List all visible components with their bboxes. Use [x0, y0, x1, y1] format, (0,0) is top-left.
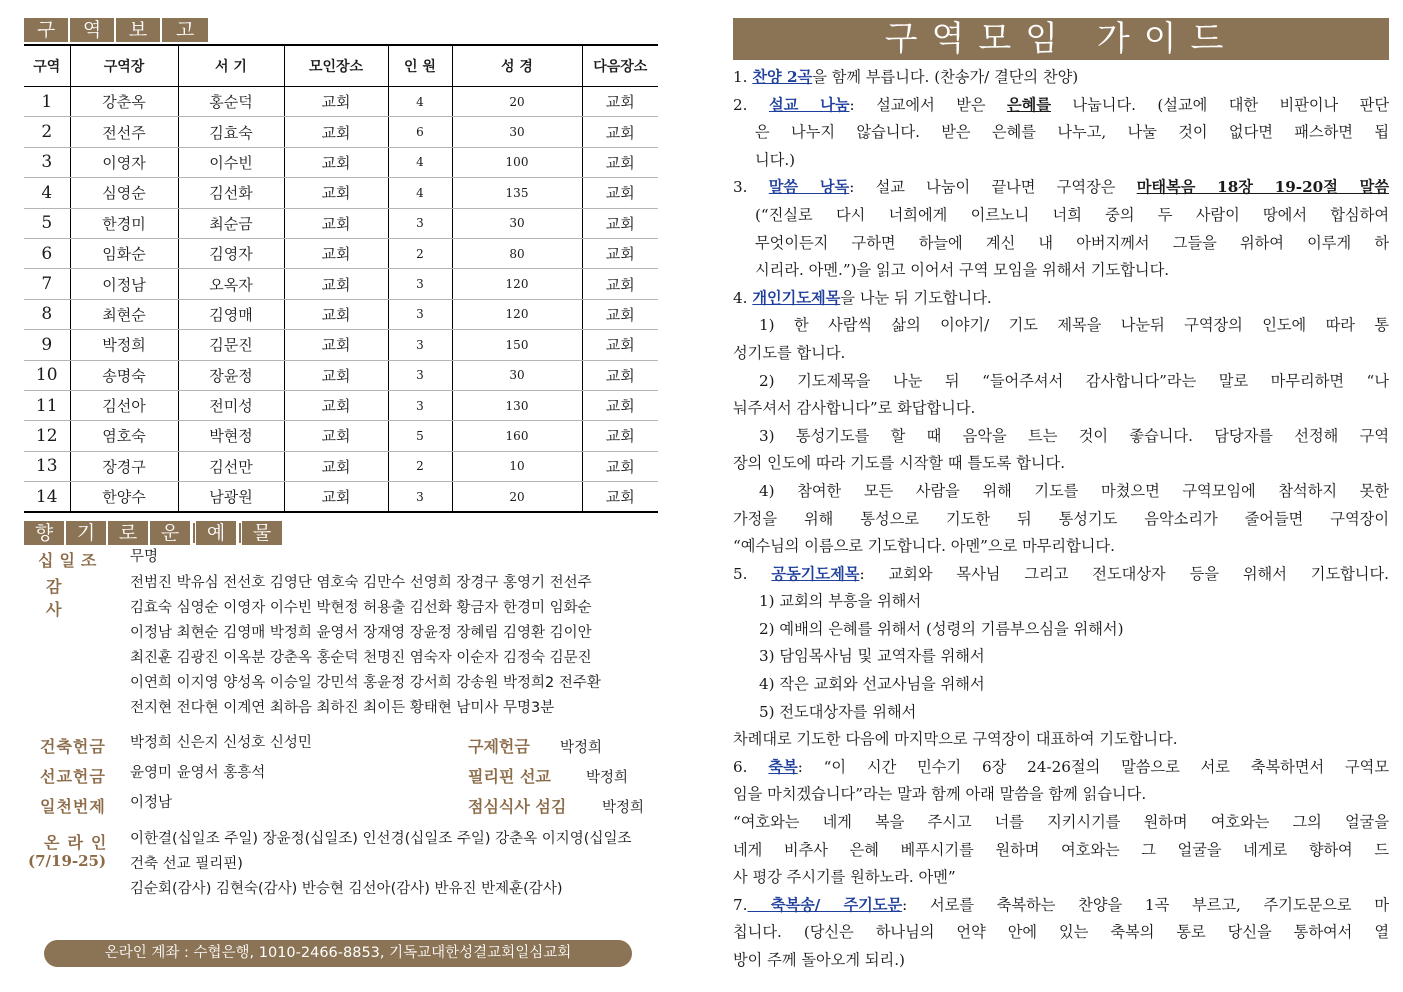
cell-attendance: 6	[388, 117, 452, 147]
cell-leader: 송명숙	[70, 360, 178, 390]
banner-char: 로	[108, 521, 148, 545]
cell-attendance: 3	[388, 299, 452, 329]
cell-secretary: 김문진	[178, 330, 284, 360]
cell-bible: 120	[452, 269, 582, 299]
item-text: 4) 참여한 모든 사람을 위해 기도를 마쳤으면 구역모임에 참석하지 못한	[759, 481, 1389, 500]
cell-attendance: 3	[388, 208, 452, 238]
item-text: “예수님의 이름으로 기도합니다. 아멘”으로 마무리합니다.	[733, 537, 1115, 556]
thanks-names	[130, 571, 601, 721]
cell-leader: 염호숙	[70, 421, 178, 451]
cell-next-place: 교회	[582, 238, 658, 268]
thanks-line: 전지현 전다현 이계연 최하음 최하진 최이든 황태현 남미사 무명3분	[130, 700, 555, 716]
cell-next-place: 교회	[582, 390, 658, 420]
keyword-blessing: 축복	[768, 757, 798, 776]
cell-district: 2	[24, 117, 70, 147]
guide-body	[733, 64, 1389, 975]
cell-bible: 20	[452, 87, 582, 117]
item-text: 차례대로 기도한 다음에 마지막으로 구역장이 대표하여 기도합니다.	[733, 730, 1178, 749]
banner-char: 보	[116, 18, 160, 42]
cell-bible: 30	[452, 117, 582, 147]
item-number: 2.	[733, 95, 769, 114]
item-text: 무엇이든지 구하면 하늘에 계신 내 아버지께서 그들을 위하여 이루게 하	[755, 233, 1389, 252]
item-text: : 교회와 목사님 그리고 전도대상자 등을 위해서 기도합니다.	[859, 564, 1389, 583]
cell-next-place: 교회	[582, 178, 658, 208]
cell-bible: 100	[452, 147, 582, 177]
item-text: : “이 시간 민수기 6장 24-26절의 말씀으로 서로 축복하면서 구역모	[797, 757, 1389, 776]
banner-char: 고	[162, 18, 208, 42]
banner-char: 운	[150, 521, 190, 545]
item-text: 사 평강 주시기를 원하노라. 아멘”	[733, 868, 956, 887]
cell-bible: 135	[452, 178, 582, 208]
cell-place: 교회	[284, 87, 388, 117]
item-text: 1) 한 사람씩 삶의 이야기/ 기도 제목을 나눈뒤 구역장의 인도에 따라 통	[759, 316, 1389, 335]
thanks-line: 이연희 이지영 양성옥 이승일 강민석 홍윤정 강서희 강송원 박정희2 전주환	[130, 675, 601, 691]
banner-char: 물	[242, 521, 282, 545]
table-row	[24, 269, 658, 299]
item-text: 4) 작은 교회와 선교사님을 위해서	[759, 675, 985, 694]
emphasis-text: 은혜를	[1006, 95, 1051, 114]
cell-secretary: 최순금	[178, 208, 284, 238]
item-text: 3) 담임목사님 및 교역자를 위해서	[759, 647, 985, 666]
banner-char: 예	[196, 521, 236, 545]
table-row	[24, 482, 658, 513]
cell-next-place: 교회	[582, 299, 658, 329]
cell-bible: 30	[452, 360, 582, 390]
cell-attendance: 3	[388, 360, 452, 390]
guide-title: 구역모임 가이드	[733, 18, 1389, 60]
cell-place: 교회	[284, 330, 388, 360]
cell-district: 1	[24, 87, 70, 117]
district-report-table	[24, 44, 658, 513]
cell-leader: 임화순	[70, 238, 178, 268]
item-text: 은 나누지 않습니다. 받은 은혜를 나누고, 나눌 것이 없다면 패스하면 됩	[755, 123, 1389, 142]
cell-bible: 10	[452, 451, 582, 481]
cell-leader: 전선주	[70, 117, 178, 147]
banner-separator	[238, 521, 242, 545]
table-row	[24, 208, 658, 238]
cell-secretary: 오옥자	[178, 269, 284, 299]
cell-place: 교회	[284, 117, 388, 147]
item-number: 1.	[733, 68, 753, 86]
thanks-line: 전범진 박유심 전선호 김영단 염호숙 김만수 선영희 장경구 홍영기 전선주	[130, 575, 592, 591]
cell-secretary: 전미성	[178, 390, 284, 420]
ilcheon-names: 이정남	[130, 795, 173, 811]
guide-item-3	[733, 174, 1389, 202]
cell-district: 12	[24, 421, 70, 451]
item-text: 나눕니다. (설교에 대한 비판이나 판단	[1051, 95, 1389, 114]
header-secretary: 서 기	[178, 45, 284, 87]
header-district: 구역	[24, 45, 70, 87]
ilcheon-label: 일천번제	[40, 797, 106, 816]
left-page	[24, 18, 684, 897]
keyword-personal-prayer: 개인기도제목	[752, 288, 841, 307]
cell-district: 14	[24, 482, 70, 513]
cell-leader: 한양수	[70, 482, 178, 513]
cell-secretary: 김선만	[178, 451, 284, 481]
cell-next-place: 교회	[582, 208, 658, 238]
philippines-names: 박정희	[586, 770, 629, 786]
cell-leader: 심영순	[70, 178, 178, 208]
cell-leader: 장경구	[70, 451, 178, 481]
banner-char: 향	[24, 521, 64, 545]
table-row	[24, 451, 658, 481]
cell-attendance: 4	[388, 87, 452, 117]
online-line: 건축 선교 필리핀)	[130, 856, 243, 872]
online-label: 온라인	[44, 833, 115, 852]
cell-place: 교회	[284, 269, 388, 299]
cell-leader: 이영자	[70, 147, 178, 177]
cell-secretary: 김영자	[178, 238, 284, 268]
online-dates: (7/19-25)	[28, 852, 107, 870]
cell-attendance: 3	[388, 390, 452, 420]
cell-place: 교회	[284, 147, 388, 177]
cell-bible: 150	[452, 330, 582, 360]
banner-char: 구	[24, 18, 68, 42]
item-text: 을 함께 부릅니다. (찬송가/ 결단의 찬양)	[812, 68, 1079, 86]
cell-bible: 120	[452, 299, 582, 329]
cell-next-place: 교회	[582, 421, 658, 451]
item-text: 시리라. 아멘.”)을 읽고 이어서 구역 모임을 위해서 기도합니다.	[755, 261, 1170, 280]
online-line: 김순회(감사) 김현숙(감사) 반승현 김선아(감사) 반유진 반제훈(감사)	[130, 881, 563, 897]
item-text: “여호와는 네게 복을 주시고 너를 지키시기를 원하며 여호와는 그의 얼굴을	[733, 813, 1389, 832]
online-account-banner: 온라인 계좌 : 수협은행, 1010-2466-8853, 기독교대한성결교회일심교회	[44, 940, 632, 967]
cell-next-place: 교회	[582, 360, 658, 390]
cell-leader: 김선아	[70, 390, 178, 420]
table-row	[24, 178, 658, 208]
keyword-scripture-reading: 말씀 낭독	[768, 178, 850, 197]
cell-district: 11	[24, 390, 70, 420]
cell-secretary: 홍순덕	[178, 87, 284, 117]
philippines-label: 필리핀 선교	[468, 767, 551, 786]
thanks-line: 김효숙 심영순 이영자 이수빈 박현정 허용출 김선화 황금자 한경미 임화순	[130, 600, 592, 616]
cell-secretary: 이수빈	[178, 147, 284, 177]
cell-bible: 20	[452, 482, 582, 513]
cell-place: 교회	[284, 238, 388, 268]
cell-place: 교회	[284, 451, 388, 481]
table-row	[24, 421, 658, 451]
cell-leader: 한경미	[70, 208, 178, 238]
item-text: 니다.)	[755, 150, 796, 169]
building-names: 박정희 신은지 신성호 신성민	[130, 735, 312, 751]
lunch-names: 박정희	[602, 800, 645, 816]
item-text: 3) 통성기도를 할 때 음악을 트는 것이 좋습니다. 담당자를 선정해 구역	[759, 426, 1389, 445]
item-text: 눠주셔서 감사합니다”로 화답합니다.	[733, 399, 976, 418]
tithe-names: 무명	[130, 549, 159, 565]
table-row	[24, 117, 658, 147]
table-row	[24, 87, 658, 117]
thanks-line: 이정남 최현순 김영매 박정희 윤영서 장재영 장윤정 장혜림 김영환 김이안	[130, 625, 592, 641]
keyword-sermon-sharing: 설교 나눔	[768, 95, 850, 114]
keyword-praise: 찬양 2곡	[752, 68, 813, 86]
cell-district: 8	[24, 299, 70, 329]
right-page	[733, 18, 1389, 969]
emphasis-text: 마태복음 18장 19-20절 말씀	[1136, 178, 1389, 197]
thanks-label: 감사	[46, 577, 100, 619]
cell-next-place: 교회	[582, 451, 658, 481]
header-next-place: 다음장소	[582, 45, 658, 87]
relief-names: 박정희	[560, 740, 603, 756]
guide-item-7	[733, 892, 1389, 920]
cell-place: 교회	[284, 390, 388, 420]
cell-place: 교회	[284, 208, 388, 238]
table-row	[24, 390, 658, 420]
cell-place: 교회	[284, 178, 388, 208]
cell-bible: 30	[452, 208, 582, 238]
cell-attendance: 4	[388, 178, 452, 208]
header-attendance: 인 원	[388, 45, 452, 87]
item-number: 5.	[733, 564, 772, 583]
banner-char: 역	[70, 18, 114, 42]
guide-item-5	[733, 561, 1389, 589]
cell-next-place: 교회	[582, 482, 658, 513]
cell-district: 9	[24, 330, 70, 360]
table-row	[24, 330, 658, 360]
cell-secretary: 장윤정	[178, 360, 284, 390]
item-text: 칩니다. (당신은 하나님의 언약 안에 있는 축복의 통로 당신을 통하여서 열	[733, 923, 1389, 942]
item-text: : 서로를 축복하는 찬양을 1곡 부르고, 주기도문으로 마	[902, 895, 1389, 914]
banner-char: 기	[66, 521, 106, 545]
item-text: 5) 전도대상자를 위해서	[759, 702, 917, 721]
guide-item-6	[733, 754, 1389, 782]
relief-label: 구제헌금	[468, 737, 530, 756]
cell-secretary: 김효숙	[178, 117, 284, 147]
guide-item-4	[733, 285, 1389, 313]
keyword-blessing-song: 축복송/ 주기도문	[747, 895, 903, 914]
item-text: 장의 인도에 따라 기도를 시작할 때 틀도록 합니다.	[733, 454, 1066, 473]
cell-attendance: 2	[388, 451, 452, 481]
header-leader: 구역장	[70, 45, 178, 87]
guide-item-2	[733, 92, 1389, 120]
cell-next-place: 교회	[582, 87, 658, 117]
mission-label: 선교헌금	[40, 767, 106, 786]
item-number: 3.	[733, 178, 769, 197]
mission-names: 윤영미 윤영서 홍흥석	[130, 765, 266, 781]
online-line: 이한결(십일조 주일) 장윤정(십일조) 인선경(십일조 주일) 강춘옥 이지영(십일조	[130, 831, 632, 847]
cell-bible: 160	[452, 421, 582, 451]
header-place: 모인장소	[284, 45, 388, 87]
item-text: 을 나눈 뒤 기도합니다.	[840, 288, 992, 307]
cell-next-place: 교회	[582, 147, 658, 177]
item-text: 방이 주께 돌아오게 되리.)	[733, 951, 905, 969]
tithe-label: 십일조	[38, 551, 103, 570]
cell-district: 4	[24, 178, 70, 208]
online-names	[130, 827, 631, 902]
cell-place: 교회	[284, 482, 388, 513]
cell-district: 13	[24, 451, 70, 481]
cell-district: 3	[24, 147, 70, 177]
cell-attendance: 3	[388, 482, 452, 513]
cell-district: 10	[24, 360, 70, 390]
lunch-label: 점심식사 섬김	[468, 797, 567, 816]
cell-secretary: 김영매	[178, 299, 284, 329]
cell-next-place: 교회	[582, 269, 658, 299]
item-text: 2) 예배의 은혜를 위해서 (성령의 기름부으심을 위해서)	[759, 619, 1124, 638]
cell-attendance: 3	[388, 330, 452, 360]
item-text: 네게 비추사 은혜 베푸시기를 원하며 여호와는 그 얼굴을 네게로 향하여 드	[733, 840, 1389, 859]
cell-attendance: 4	[388, 147, 452, 177]
cell-attendance: 5	[388, 421, 452, 451]
item-text: : 설교 나눔이 끝나면 구역장은	[849, 178, 1137, 197]
table-header-row	[24, 45, 658, 87]
cell-secretary: 남광원	[178, 482, 284, 513]
cell-place: 교회	[284, 421, 388, 451]
cell-bible: 130	[452, 390, 582, 420]
banner-separator	[192, 521, 196, 545]
header-bible: 성 경	[452, 45, 582, 87]
district-report-banner	[24, 18, 684, 42]
item-number: 4.	[733, 288, 753, 307]
item-text: 1) 교회의 부흥을 위해서	[759, 592, 922, 611]
guide-item-1	[733, 64, 1389, 92]
thanks-line: 최진훈 김광진 이옥분 강춘옥 홍순덕 천명진 염숙자 이순자 김정숙 김문진	[130, 650, 592, 666]
offerings-banner	[24, 521, 284, 545]
table-row	[24, 360, 658, 390]
table-row	[24, 238, 658, 268]
item-text: : 설교에서 받은	[849, 95, 1007, 114]
cell-leader: 이정남	[70, 269, 178, 299]
item-text: 2) 기도제목을 나눈 뒤 “들어주셔서 감사합니다”라는 말로 마무리하면 “나	[759, 371, 1389, 390]
cell-bible: 80	[452, 238, 582, 268]
cell-leader: 최현순	[70, 299, 178, 329]
cell-district: 6	[24, 238, 70, 268]
item-number: 6.	[733, 757, 769, 776]
building-label: 건축헌금	[40, 737, 106, 756]
cell-place: 교회	[284, 299, 388, 329]
keyword-common-prayer: 공동기도제목	[771, 564, 860, 583]
item-text: (“진실로 다시 너희에게 이르노니 너희 중의 두 사람이 땅에서 합심하여	[755, 205, 1389, 224]
cell-next-place: 교회	[582, 117, 658, 147]
table-row	[24, 299, 658, 329]
cell-leader: 박정희	[70, 330, 178, 360]
cell-secretary: 박현정	[178, 421, 284, 451]
cell-attendance: 2	[388, 238, 452, 268]
item-number: 7.	[733, 895, 748, 914]
item-text: 임을 마치겠습니다”라는 말과 함께 아래 말씀을 함께 읽습니다.	[733, 785, 1147, 804]
item-text: 가정을 위해 통성으로 기도한 뒤 통성기도 음악소리가 줄어들면 구역장이	[733, 509, 1389, 528]
cell-district: 5	[24, 208, 70, 238]
cell-leader: 강춘옥	[70, 87, 178, 117]
item-text: 성기도를 합니다.	[733, 343, 846, 362]
cell-place: 교회	[284, 360, 388, 390]
cell-next-place: 교회	[582, 330, 658, 360]
cell-attendance: 3	[388, 269, 452, 299]
table-row	[24, 147, 658, 177]
cell-secretary: 김선화	[178, 178, 284, 208]
cell-district: 7	[24, 269, 70, 299]
